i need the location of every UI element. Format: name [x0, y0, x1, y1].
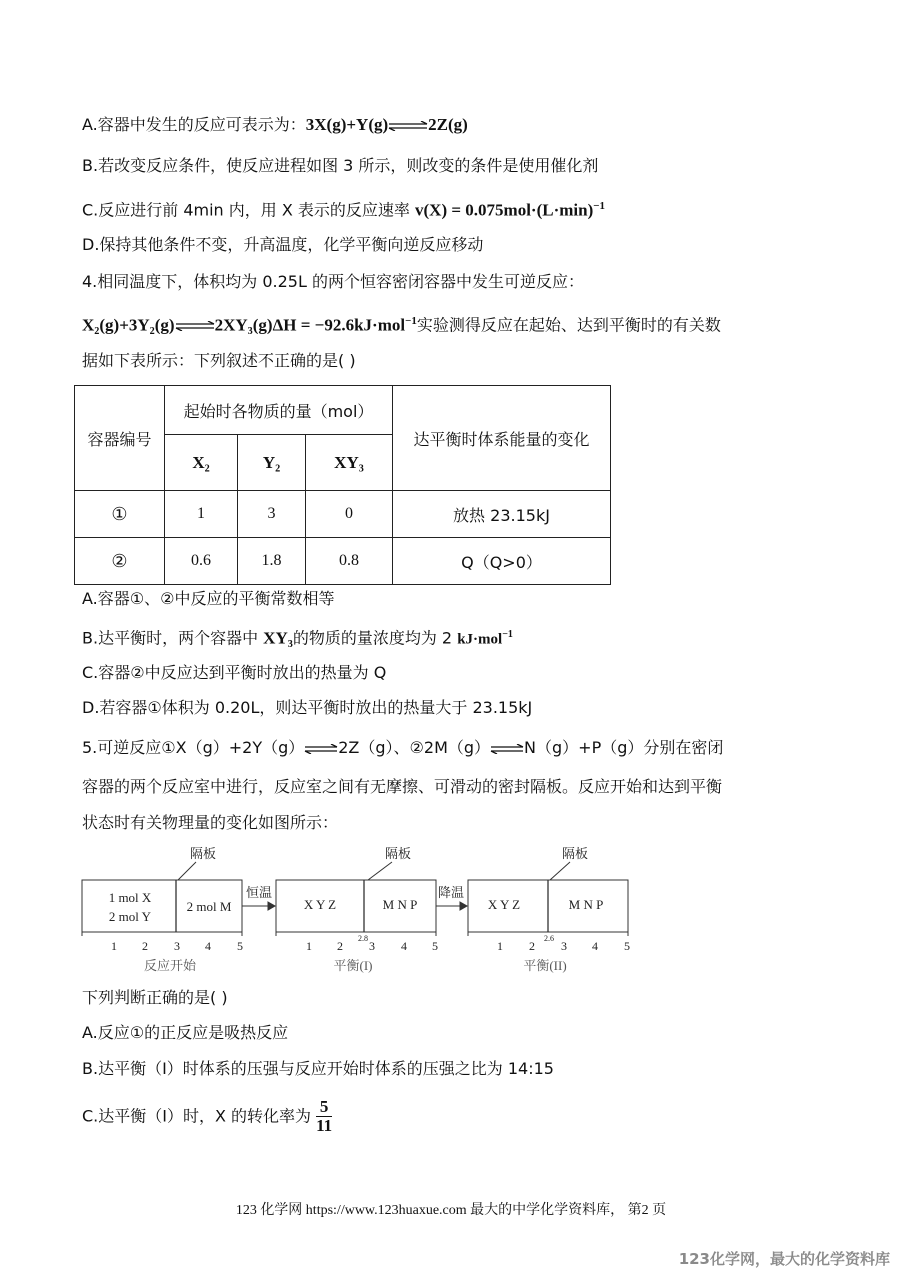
q3-option-a	[82, 114, 468, 136]
q4-option-c: C.容器②中反应达到平衡时放出的热量为 Q	[82, 663, 387, 682]
equilibrium-arrow-icon	[304, 744, 338, 754]
partition-diagram	[78, 842, 638, 977]
tick-label: 5	[624, 939, 630, 953]
tick-label: 1	[497, 939, 503, 953]
q5-stem-line3: 状态时有关物理量的变化如图所示：	[82, 813, 339, 832]
q3-option-d: D.保持其他条件不变，升高温度，化学平衡向逆反应移动	[82, 235, 484, 254]
table-row	[75, 538, 611, 585]
caption-start: 反应开始	[143, 958, 197, 973]
q4-equation-left: X₂(g)+3Y₂(g)	[82, 315, 175, 335]
tick-label: 3	[174, 939, 180, 953]
equilibrium-arrow-icon	[175, 321, 215, 331]
tick-label: 4	[401, 939, 407, 953]
table-header-container: 容器编号	[75, 386, 165, 491]
arrow-label-cool: 降温	[437, 885, 465, 900]
table-cell-id: ②	[75, 538, 165, 585]
table-cell-y2: 1.8	[238, 538, 306, 585]
q3-option-c	[82, 195, 605, 221]
table-header-y2: Y₂	[238, 435, 306, 491]
q4-option-b-symbol: XY₃	[263, 628, 293, 648]
partition-label-2: 隔板	[384, 846, 412, 861]
table-row	[75, 491, 611, 538]
table-cell-xy3: 0	[306, 491, 393, 538]
partition-label-1: 隔板	[189, 846, 217, 861]
q4-option-b-unit: kJ·mol	[457, 631, 503, 648]
q4-option-b-mid: 的物质的量浓度均为 2	[292, 628, 453, 648]
table-header-energy: 达平衡时体系能量的变化	[393, 386, 611, 491]
box2-left-species: X Y Z	[303, 897, 337, 912]
q4-option-a: A.容器①、②中反应的平衡常数相等	[82, 589, 335, 608]
q4-option-b	[82, 624, 513, 650]
box3-left-species: X Y Z	[487, 897, 521, 912]
table-cell-x2: 0.6	[165, 538, 238, 585]
tick-label: 2	[337, 939, 343, 953]
q5-stem-line2: 容器的两个反应室中进行，反应室之间有无摩擦、可滑动的密封隔板。反应开始和达到平衡	[82, 777, 723, 796]
box1-left-line1: 1 mol X	[108, 890, 152, 905]
tick-label: 4	[592, 939, 598, 953]
table-cell-id: ①	[75, 491, 165, 538]
q5-option-a: A.反应①的正反应是吸热反应	[82, 1023, 289, 1042]
tick-label: 2	[529, 939, 535, 953]
q4-stem-continued: 实验测得反应在起始、达到平衡时的有关数	[416, 315, 721, 335]
q4-equation-right: 2XY₃(g)ΔH = −92.6kJ·mol	[214, 315, 406, 335]
tick-label: 2	[142, 939, 148, 953]
q3-option-a-formula-right: 2Z(g)	[428, 115, 468, 134]
partition-label-3: 隔板	[561, 846, 589, 861]
tick-label: 1	[111, 939, 117, 953]
page-footer: 123 化学网 https://www.123huaxue.com 最大的中学化学资料库， 第2 页	[235, 1203, 667, 1218]
q5-stem-part-a: 5.可逆反应①X（g）+2Y（g）	[82, 738, 305, 757]
q4-option-b-text: B.达平衡时，两个容器中	[82, 628, 259, 648]
q5-option-c	[82, 1098, 332, 1135]
table-cell-energy: Q（Q>0）	[393, 538, 611, 585]
caption-eq1: 平衡(I)	[333, 958, 373, 973]
table-cell-x2: 1	[165, 491, 238, 538]
q4-data-table	[74, 385, 611, 585]
q5-option-b: B.达平衡（I）时体系的压强与反应开始时体系的压强之比为 14:15	[82, 1059, 554, 1078]
q5-option-c-text: C.达平衡（I）时，X 的转化率为	[82, 1106, 312, 1126]
q4-stem-end: 据如下表所示：下列叙述不正确的是( )	[82, 351, 356, 370]
fraction-denominator: 11	[316, 1116, 333, 1135]
tick-label: 3	[369, 939, 375, 953]
caption-eq2: 平衡(II)	[523, 958, 567, 973]
table-header-initial: 起始时各物质的量（mol）	[165, 386, 393, 435]
q5-prompt: 下列判断正确的是( )	[82, 988, 228, 1007]
equilibrium-arrow-icon	[490, 744, 524, 754]
q4-option-d: D.若容器①体积为 0.20L，则达平衡时放出的热量大于 23.15kJ	[82, 698, 533, 717]
arrow-label-heat: 恒温	[245, 885, 273, 900]
tick-label: 5	[237, 939, 243, 953]
q4-option-b-exponent: −1	[502, 629, 513, 640]
q3-option-b: B.若改变反应条件，使反应进程如图 3 所示，则改变的条件是使用催化剂	[82, 156, 599, 175]
q4-stem: 4.相同温度下，体积均为 0.25L 的两个恒容密闭容器中发生可逆反应：	[82, 272, 584, 291]
box2-right-species: M N P	[382, 897, 418, 912]
fraction	[316, 1098, 332, 1135]
box1-right: 2 mol M	[186, 899, 232, 914]
tick-label: 4	[205, 939, 211, 953]
q4-equation-line	[82, 310, 721, 336]
tick-label: 3	[561, 939, 567, 953]
q3-option-a-formula-left: 3X(g)+Y(g)	[305, 115, 389, 134]
tick-label: 5	[432, 939, 438, 953]
q5-stem-line1	[82, 737, 723, 759]
table-cell-xy3: 0.8	[306, 538, 393, 585]
table-header-xy3: XY₃	[306, 435, 393, 491]
q3-option-c-exponent: −1	[593, 200, 606, 212]
partition-mark-1: 2.8	[358, 934, 368, 943]
table-cell-y2: 3	[238, 491, 306, 538]
box1-left-line2: 2 mol Y	[108, 909, 152, 924]
tick-label: 1	[306, 939, 312, 953]
watermark: 123化学网，最大的化学资料库	[678, 1250, 890, 1268]
table-header-x2: X₂	[165, 435, 238, 491]
partition-mark-2: 2.6	[544, 934, 554, 943]
box3-right-species: M N P	[568, 897, 604, 912]
q4-equation-exponent: −1	[405, 315, 417, 327]
q3-option-c-formula: v(X) = 0.075mol·(L·min)	[415, 200, 594, 220]
q5-stem-part-b: 2Z（g）、②2M（g）	[338, 738, 491, 757]
q5-stem-part-c: N（g）+P（g）分别在密闭	[524, 738, 724, 757]
q3-option-c-text: C.反应进行前 4min 内，用 X 表示的反应速率	[82, 200, 410, 220]
q3-option-a-text: A.容器中发生的反应可表示为：	[82, 115, 306, 134]
equilibrium-arrow-icon	[388, 121, 428, 131]
table-cell-energy: 放热 23.15kJ	[393, 491, 611, 538]
fraction-numerator: 5	[319, 1097, 329, 1116]
